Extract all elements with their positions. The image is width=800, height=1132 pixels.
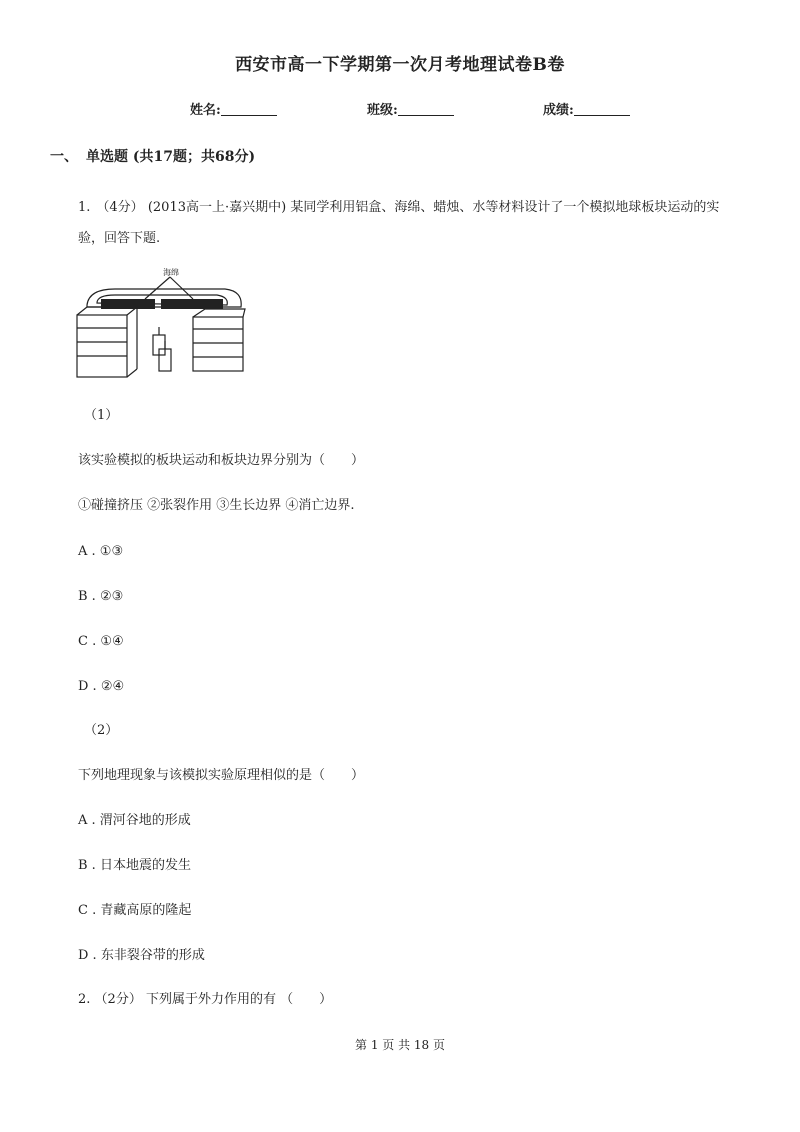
sub-question-1-option-a[interactable]: A . ①③ <box>78 544 124 559</box>
score-blank <box>574 102 630 116</box>
question-1-source: (2013高一上·嘉兴期中) <box>147 200 287 215</box>
question-1-stem-text: 某同学利用铝盒、海绵、蜡烛、水等材料设计了一个模拟地球板块运动的实验，回答下题. <box>78 200 720 246</box>
figure-label-sponge: 海绵 <box>163 268 179 277</box>
exam-title: 西安市高一下学期第一次月考地理试卷B卷 <box>235 55 565 75</box>
question-2-number: 2. <box>78 992 91 1007</box>
sub-question-1-stem: 该实验模拟的板块运动和板块边界分别为（ ） <box>78 453 365 468</box>
question-1-stem <box>78 192 728 254</box>
section-title: 单选题 (共17题；共68分) <box>86 149 256 165</box>
sub-question-1-option-b[interactable]: B . ②③ <box>78 589 124 604</box>
sub-question-2-option-d[interactable]: D . 东非裂谷带的形成 <box>78 948 205 963</box>
question-2-stem: 下列属于外力作用的有 （ ） <box>145 992 333 1007</box>
sub-question-2-option-c[interactable]: C . 青藏高原的隆起 <box>78 903 192 918</box>
question-2-score: （2分） <box>94 992 142 1007</box>
name-label: 姓名: <box>190 103 221 118</box>
experiment-figure <box>75 265 255 385</box>
sub-question-1-option-d[interactable]: D . ②④ <box>78 679 125 694</box>
name-blank <box>221 102 277 116</box>
question-1-score: （4分） <box>96 200 144 215</box>
class-blank <box>398 102 454 116</box>
section-heading <box>50 146 255 166</box>
section-number: 一、 <box>50 149 78 165</box>
sub-question-1-label: （1） <box>84 408 119 423</box>
question-2 <box>78 991 332 1009</box>
score-label: 成绩: <box>543 103 574 118</box>
question-1-number: 1. <box>78 200 91 215</box>
sub-question-2-option-b[interactable]: B . 日本地震的发生 <box>78 858 191 873</box>
sub-question-2-label: （2） <box>84 723 119 738</box>
name-field <box>190 99 277 118</box>
page-footer: 第 1 页 共 18 页 <box>355 1038 445 1052</box>
sub-question-2-stem: 下列地理现象与该模拟实验原理相似的是（ ） <box>78 768 365 783</box>
class-field <box>367 99 454 118</box>
class-label: 班级: <box>367 103 398 118</box>
sub-question-2-option-a[interactable]: A . 渭河谷地的形成 <box>78 813 191 828</box>
score-field <box>543 99 630 118</box>
sub-question-1-option-c[interactable]: C . ①④ <box>78 634 124 649</box>
sub-question-1-items: ①碰撞挤压 ②张裂作用 ③生长边界 ④消亡边界. <box>78 498 355 513</box>
